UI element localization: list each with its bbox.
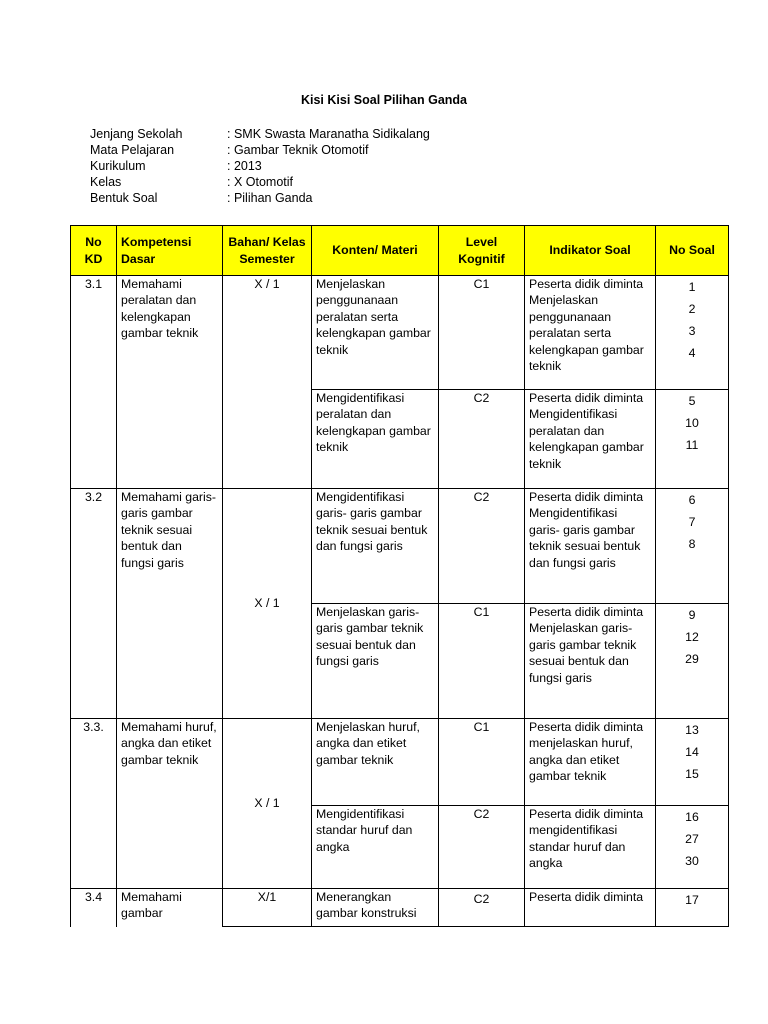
indikator-soal: Peserta didik diminta Menjelaskan garis- garis gambar teknik sesuai bentuk dan fungsi garis bbox=[525, 604, 656, 719]
level-kognitif: C1 bbox=[439, 719, 525, 806]
soal-number: 17 bbox=[685, 893, 699, 907]
header-no-kd: No KD bbox=[71, 226, 117, 276]
konten-materi: Menjelaskan garis- garis gambar teknik sesuai bentuk dan fungsi garis bbox=[312, 604, 439, 719]
header-indikator: Indikator Soal bbox=[525, 226, 656, 276]
soal-number: 1 bbox=[688, 280, 696, 294]
no-soal bbox=[656, 604, 729, 719]
kd-number: 3.3. bbox=[71, 719, 117, 889]
header-bahan: Bahan/ Kelas Semester bbox=[223, 226, 312, 276]
kisi-table bbox=[70, 225, 729, 927]
soal-number: 2 bbox=[688, 302, 696, 316]
soal-number: 5 bbox=[688, 394, 696, 408]
level-kognitif: C1 bbox=[439, 604, 525, 719]
header-konten: Konten/ Materi bbox=[312, 226, 439, 276]
no-soal bbox=[656, 806, 729, 889]
soal-number: 15 bbox=[685, 767, 699, 781]
document-title: Kisi Kisi Soal Pilihan Ganda bbox=[300, 93, 467, 107]
no-soal bbox=[656, 719, 729, 806]
meta-label: Kelas bbox=[90, 175, 122, 189]
no-soal bbox=[656, 489, 729, 604]
meta-row-kurikulum bbox=[90, 158, 430, 174]
meta-row-jenjang bbox=[90, 126, 430, 142]
table-header-row bbox=[71, 226, 729, 276]
kd-number: 3.4 bbox=[71, 889, 117, 927]
soal-number: 14 bbox=[685, 745, 699, 759]
level-kognitif: C2 bbox=[439, 489, 525, 604]
soal-number: 30 bbox=[685, 854, 699, 868]
level-kognitif: C2 bbox=[439, 806, 525, 889]
konten-materi: Mengidentifikasi standar huruf dan angka bbox=[312, 806, 439, 889]
header-kompetensi: Kompetensi Dasar bbox=[117, 226, 223, 276]
kompetensi-dasar: Memahami peralatan dan kelengkapan gambar teknik bbox=[117, 276, 223, 489]
meta-value: : 2013 bbox=[227, 159, 262, 173]
meta-value: : X Otomotif bbox=[227, 175, 293, 189]
document-meta bbox=[90, 126, 430, 206]
soal-number: 10 bbox=[685, 416, 699, 430]
level-kognitif: C2 bbox=[439, 390, 525, 489]
header-level: Level Kognitif bbox=[439, 226, 525, 276]
soal-number: 8 bbox=[688, 537, 696, 551]
bahan-kelas: X/1 bbox=[223, 889, 312, 927]
soal-number: 4 bbox=[688, 346, 696, 360]
table-row bbox=[71, 719, 729, 806]
no-soal bbox=[656, 276, 729, 390]
konten-materi: Menerangkan gambar konstruksi bbox=[312, 889, 439, 927]
meta-value: : Pilihan Ganda bbox=[227, 191, 313, 205]
soal-number: 27 bbox=[685, 832, 699, 846]
soal-number: 3 bbox=[688, 324, 696, 338]
bahan-kelas: X / 1 bbox=[223, 719, 312, 889]
kd-number: 3.2 bbox=[71, 489, 117, 719]
kompetensi-dasar: Memahami huruf, angka dan etiket gambar teknik bbox=[117, 719, 223, 889]
konten-materi: Menjelaskan huruf, angka dan etiket gambar teknik bbox=[312, 719, 439, 806]
level-kognitif: C1 bbox=[439, 276, 525, 390]
table-row bbox=[71, 489, 729, 604]
indikator-soal: Peserta didik diminta Mengidentifikasi peralatan dan kelengkapan gambar teknik bbox=[525, 390, 656, 489]
indikator-soal: Peserta didik diminta mengidentifikasi standar huruf dan angka bbox=[525, 806, 656, 889]
table-row bbox=[71, 889, 729, 927]
indikator-soal: Peserta didik diminta Menjelaskan penggunanaan peralatan serta kelengkapan gambar teknik bbox=[525, 276, 656, 390]
kompetensi-dasar: Memahami gambar bbox=[117, 889, 223, 927]
indikator-soal: Peserta didik diminta bbox=[525, 889, 656, 927]
no-soal bbox=[656, 390, 729, 489]
level-kognitif: C2 bbox=[439, 889, 525, 927]
soal-number: 12 bbox=[685, 630, 699, 644]
meta-label: Bentuk Soal bbox=[90, 191, 158, 205]
no-soal bbox=[656, 889, 729, 927]
soal-number: 9 bbox=[688, 608, 696, 622]
meta-label: Mata Pelajaran bbox=[90, 143, 175, 157]
konten-materi: Menjelaskan penggunanaan peralatan serta kelengkapan gambar teknik bbox=[312, 276, 439, 390]
soal-number: 7 bbox=[688, 515, 696, 529]
meta-row-bentuk bbox=[90, 190, 430, 206]
bahan-kelas: X / 1 bbox=[223, 489, 312, 719]
meta-label: Jenjang Sekolah bbox=[90, 127, 183, 141]
meta-value: : SMK Swasta Maranatha Sidikalang bbox=[227, 127, 430, 141]
soal-number: 11 bbox=[685, 438, 699, 452]
indikator-soal: Peserta didik diminta Mengidentifikasi garis- garis gambar teknik sesuai bentuk dan fungsi garis bbox=[525, 489, 656, 604]
kd-number: 3.1 bbox=[71, 276, 117, 489]
header-no-soal: No Soal bbox=[656, 226, 729, 276]
indikator-soal: Peserta didik diminta menjelaskan huruf, angka dan etiket gambar teknik bbox=[525, 719, 656, 806]
table-row bbox=[71, 276, 729, 390]
meta-value: : Gambar Teknik Otomotif bbox=[227, 143, 369, 157]
soal-number: 6 bbox=[688, 493, 696, 507]
meta-row-kelas bbox=[90, 174, 430, 190]
konten-materi: Mengidentifikasi peralatan dan kelengkapan gambar teknik bbox=[312, 390, 439, 489]
bahan-kelas: X / 1 bbox=[223, 276, 312, 489]
kompetensi-dasar: Memahami garis-garis gambar teknik sesuai bentuk dan fungsi garis bbox=[117, 489, 223, 719]
konten-materi: Mengidentifikasi garis- garis gambar teknik sesuai bentuk dan fungsi garis bbox=[312, 489, 439, 604]
soal-number: 29 bbox=[685, 652, 699, 666]
meta-label: Kurikulum bbox=[90, 159, 146, 173]
meta-row-mapel bbox=[90, 142, 430, 158]
soal-number: 13 bbox=[685, 723, 699, 737]
soal-number: 16 bbox=[685, 810, 699, 824]
